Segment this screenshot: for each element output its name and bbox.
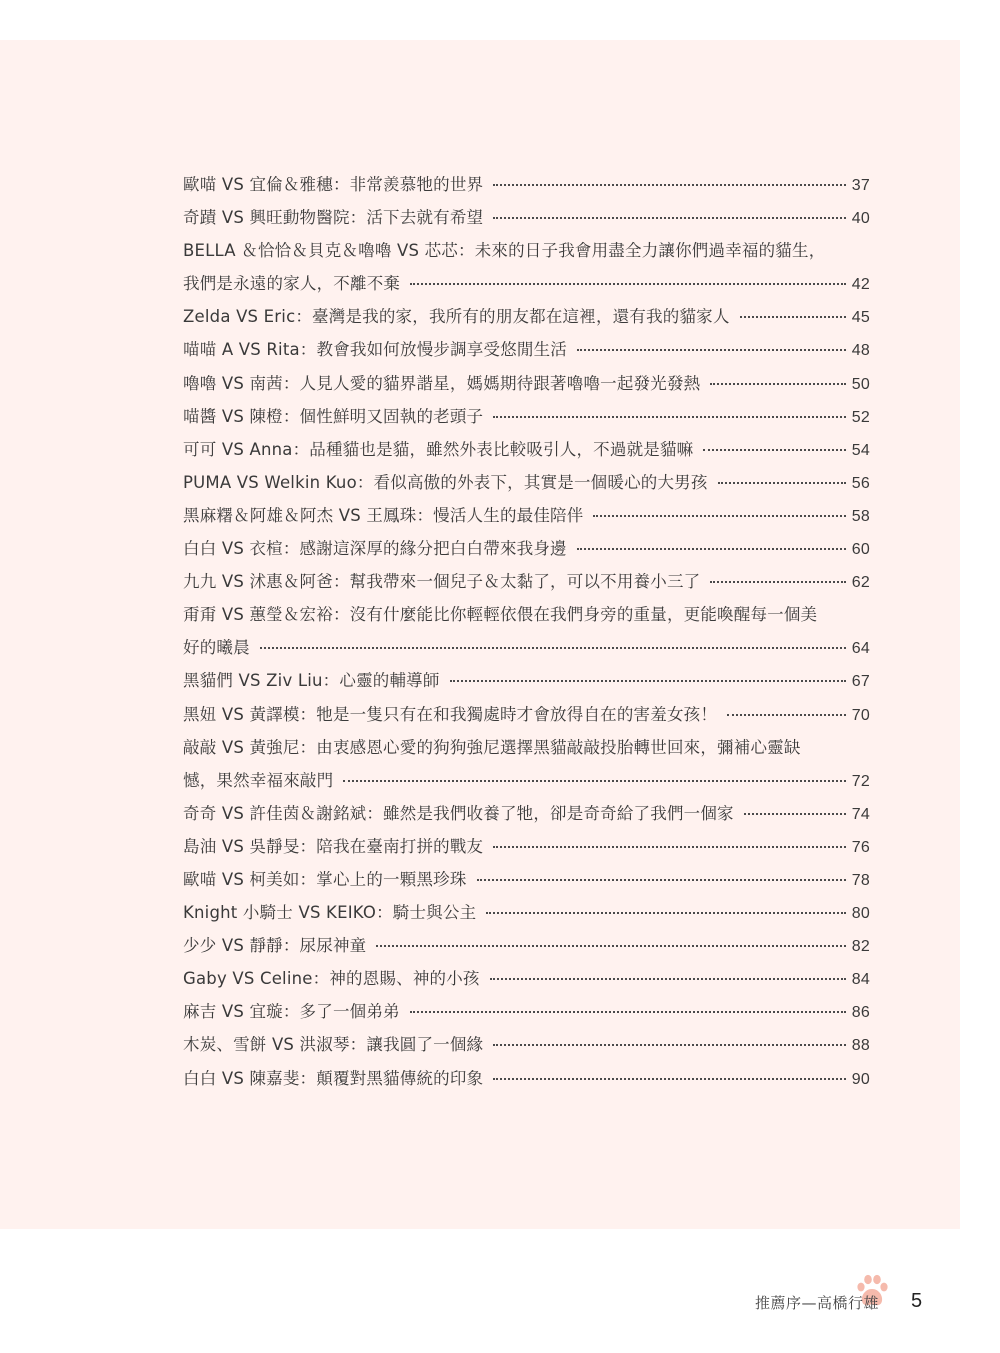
dotted-leader [703,449,846,451]
dotted-leader [727,714,846,716]
toc-page-number: 60 [851,541,870,559]
toc-entry-title: 奇奇 VS 許佳茵＆謝銘斌：雖然是我們收養了牠，卻是奇奇給了我們一個家 [183,803,734,823]
toc-entry-line [183,267,870,300]
toc-entry[interactable] [183,466,870,499]
toc-entry[interactable] [183,201,870,234]
dotted-leader [410,1011,846,1013]
toc-entry-line [183,962,870,995]
toc-entry-title: 麻吉 VS 宜璇：多了一個弟弟 [183,1002,400,1022]
toc-entry[interactable] [183,1028,870,1061]
toc-entry[interactable] [183,896,870,929]
dotted-leader [450,680,846,682]
toc-entry-line [183,731,870,764]
toc-entry-title: 九九 VS 沭惠＆阿爸：幫我帶來一個兒子＆太黏了，可以不用養小三了 [183,572,701,592]
dotted-leader [577,349,846,351]
toc-page-number: 64 [851,640,870,658]
toc-page-number: 48 [851,342,870,360]
toc-entry-title: 敲敲 VS 黃強尼：由衷感恩心愛的狗狗強尼選擇黑貓敲敲投胎轉世回來，彌補心靈缺 [183,737,801,757]
toc-entry-title: 黑貓們 VS Ziv Liu：心靈的輔導師 [183,671,440,691]
dotted-leader [376,945,846,947]
dotted-leader [493,416,846,418]
toc-page-number: 56 [851,474,870,492]
toc-page-number: 82 [851,938,870,956]
toc-entry-title: 歐喵 VS 宜倫＆雅穗：非常羨慕牠的世界 [183,175,484,194]
page-number: 5 [911,1290,923,1312]
toc-page-number: 76 [851,838,870,856]
toc-entry-line [183,565,870,598]
toc-entry-line [183,466,870,499]
dotted-leader [493,846,846,848]
toc-page-number: 42 [851,276,870,294]
toc-entry[interactable] [183,168,870,201]
toc-entry-title: 島油 VS 吳靜旻：陪我在臺南打拼的戰友 [183,836,484,856]
toc-entry[interactable] [183,797,870,830]
toc-entry-line [183,995,870,1028]
toc-entry[interactable] [183,995,870,1028]
toc-entry-line [183,333,870,366]
toc-entry-title: 黑麻糬＆阿雄＆阿杰 VS 王鳳珠：慢活人生的最佳陪伴 [183,505,584,525]
toc-entry-line [183,400,870,433]
toc-page-number: 54 [851,441,870,459]
toc-entry-line [183,367,870,400]
toc-entry-title: 白白 VS 陳嘉斐：顛覆對黑貓傳統的印象 [183,1068,484,1088]
toc-entry-line [183,300,870,333]
toc-entry-title: 我們是永遠的家人，不離不棄 [183,274,401,294]
toc-entry-title: 嚕嚕 VS 南茜：人見人愛的貓界諧星，媽媽期待跟著嚕嚕一起發光發熱 [183,373,701,393]
toc-entry-title: 少少 VS 靜靜：尿尿神童 [183,936,367,956]
toc-entry-title: Zelda VS Eric：臺灣是我的家，我所有的朋友都在這裡，還有我的貓家人 [183,307,730,327]
dotted-leader [593,515,846,517]
toc-entry[interactable] [183,664,870,697]
toc-entry[interactable] [183,698,870,731]
toc-page-number: 50 [851,375,870,393]
dotted-leader [490,978,846,980]
toc-entry-title: BELLA ＆恰恰＆貝克＆嚕嚕 VS 芯芯：未來的日子我會用盡全力讓你們過幸福的貓生， [183,241,826,261]
toc-entry-title: 好的曦晨 [183,638,250,658]
toc-entry[interactable] [183,234,870,300]
dotted-leader [744,813,846,815]
toc-page-number: 72 [851,772,870,790]
toc-page-number: 86 [851,1004,870,1022]
toc-page-number: 74 [851,805,870,823]
toc-entry-title: 木炭、雪餅 VS 洪淑琴：讓我圓了一個緣 [183,1035,484,1055]
dotted-leader [710,383,846,385]
toc-entry-line [183,234,870,267]
toc-entry[interactable] [183,731,870,797]
toc-entry-line [183,1028,870,1061]
dotted-leader [343,780,846,782]
toc-entry-line [183,499,870,532]
dotted-leader [710,581,846,583]
toc-entry-title: 憾，果然幸福來敲門 [183,770,334,790]
toc-entry-line [183,863,870,896]
toc-entry-title: Gaby VS Celine：神的恩賜、神的小孩 [183,969,480,989]
toc-entry[interactable] [183,333,870,366]
toc-entry-title: 喵喵 A VS Rita：教會我如何放慢步調享受悠閒生活 [183,340,568,360]
toc-entry[interactable] [183,565,870,598]
toc-page-number: 58 [851,507,870,525]
toc-entry-title: Knight 小騎士 VS KEIKO：騎士與公主 [183,903,477,923]
toc-entry-line [183,168,870,201]
toc-page-number: 70 [851,706,870,724]
dotted-leader [486,912,846,914]
toc-page-number: 84 [851,971,870,989]
toc-entry-title: 白白 VS 衣楦：感謝這深厚的緣分把白白帶來我身邊 [183,539,567,559]
toc-page-number: 52 [851,408,870,426]
dotted-leader [260,647,846,649]
toc-entry[interactable] [183,367,870,400]
toc-entry[interactable] [183,499,870,532]
toc-page-number: 37 [851,177,870,194]
toc-entry[interactable] [183,532,870,565]
dotted-leader [493,1044,846,1046]
toc-entry-title: PUMA VS Welkin Kuo：看似高傲的外表下，其實是一個暖心的大男孩 [183,472,708,492]
toc-entry-line [183,664,870,697]
toc-page-number: 80 [851,905,870,923]
toc-entry-line [183,532,870,565]
dotted-leader [740,316,846,318]
dotted-leader [493,1078,846,1080]
running-footer-section-label: 推薦序—高橋行雄 [755,1294,880,1312]
toc-page-number: 40 [851,210,870,228]
toc-entry-line [183,631,870,664]
dotted-leader [477,879,846,881]
toc-entry-title: 奇蹟 VS 興旺動物醫院：活下去就有希望 [183,208,484,228]
toc-entry-line [183,797,870,830]
toc-entry[interactable] [183,433,870,466]
dotted-leader [493,217,846,219]
toc-entry-title: 喵醬 VS 陳橙：個性鮮明又固執的老頭子 [183,406,484,426]
toc-entry-title: 可可 VS Anna：品種貓也是貓，雖然外表比較吸引人，不過就是貓嘛 [183,439,694,459]
toc-entry-line [183,764,870,797]
toc-entry-line [183,929,870,962]
toc-entry-line [183,896,870,929]
toc-entry-title: 甭甭 VS 蕙瑩＆宏裕：沒有什麼能比你輕輕依偎在我們身旁的重量，更能喚醒每一個美 [183,605,818,625]
toc-page-number: 67 [851,673,870,691]
dotted-leader [410,283,846,285]
toc-entry[interactable] [183,929,870,962]
toc-entry[interactable] [183,962,870,995]
toc-entry[interactable] [183,300,870,333]
toc-page-number: 45 [851,309,870,327]
toc-entry-line [183,1062,870,1095]
toc-page-number: 88 [851,1037,870,1055]
toc-entry-title: 黑妞 VS 黃譯模：牠是一隻只有在和我獨處時才會放得自在的害羞女孩！ [183,704,718,724]
toc-entry-line [183,830,870,863]
table-of-contents [183,168,870,1095]
toc-entry-line [183,598,870,631]
toc-entry-line [183,433,870,466]
toc-entry-title: 歐喵 VS 柯美如：掌心上的一顆黑珍珠 [183,869,467,889]
toc-entry[interactable] [183,830,870,863]
dotted-leader [493,184,846,186]
toc-entry[interactable] [183,863,870,896]
toc-entry[interactable] [183,1062,870,1095]
toc-page-number: 78 [851,871,870,889]
toc-entry[interactable] [183,400,870,433]
toc-entry-line [183,698,870,731]
toc-entry-line [183,201,870,234]
toc-page-number: 62 [851,574,870,592]
dotted-leader [577,548,846,550]
toc-page-number: 90 [851,1070,870,1088]
dotted-leader [718,482,846,484]
toc-entry[interactable] [183,598,870,664]
